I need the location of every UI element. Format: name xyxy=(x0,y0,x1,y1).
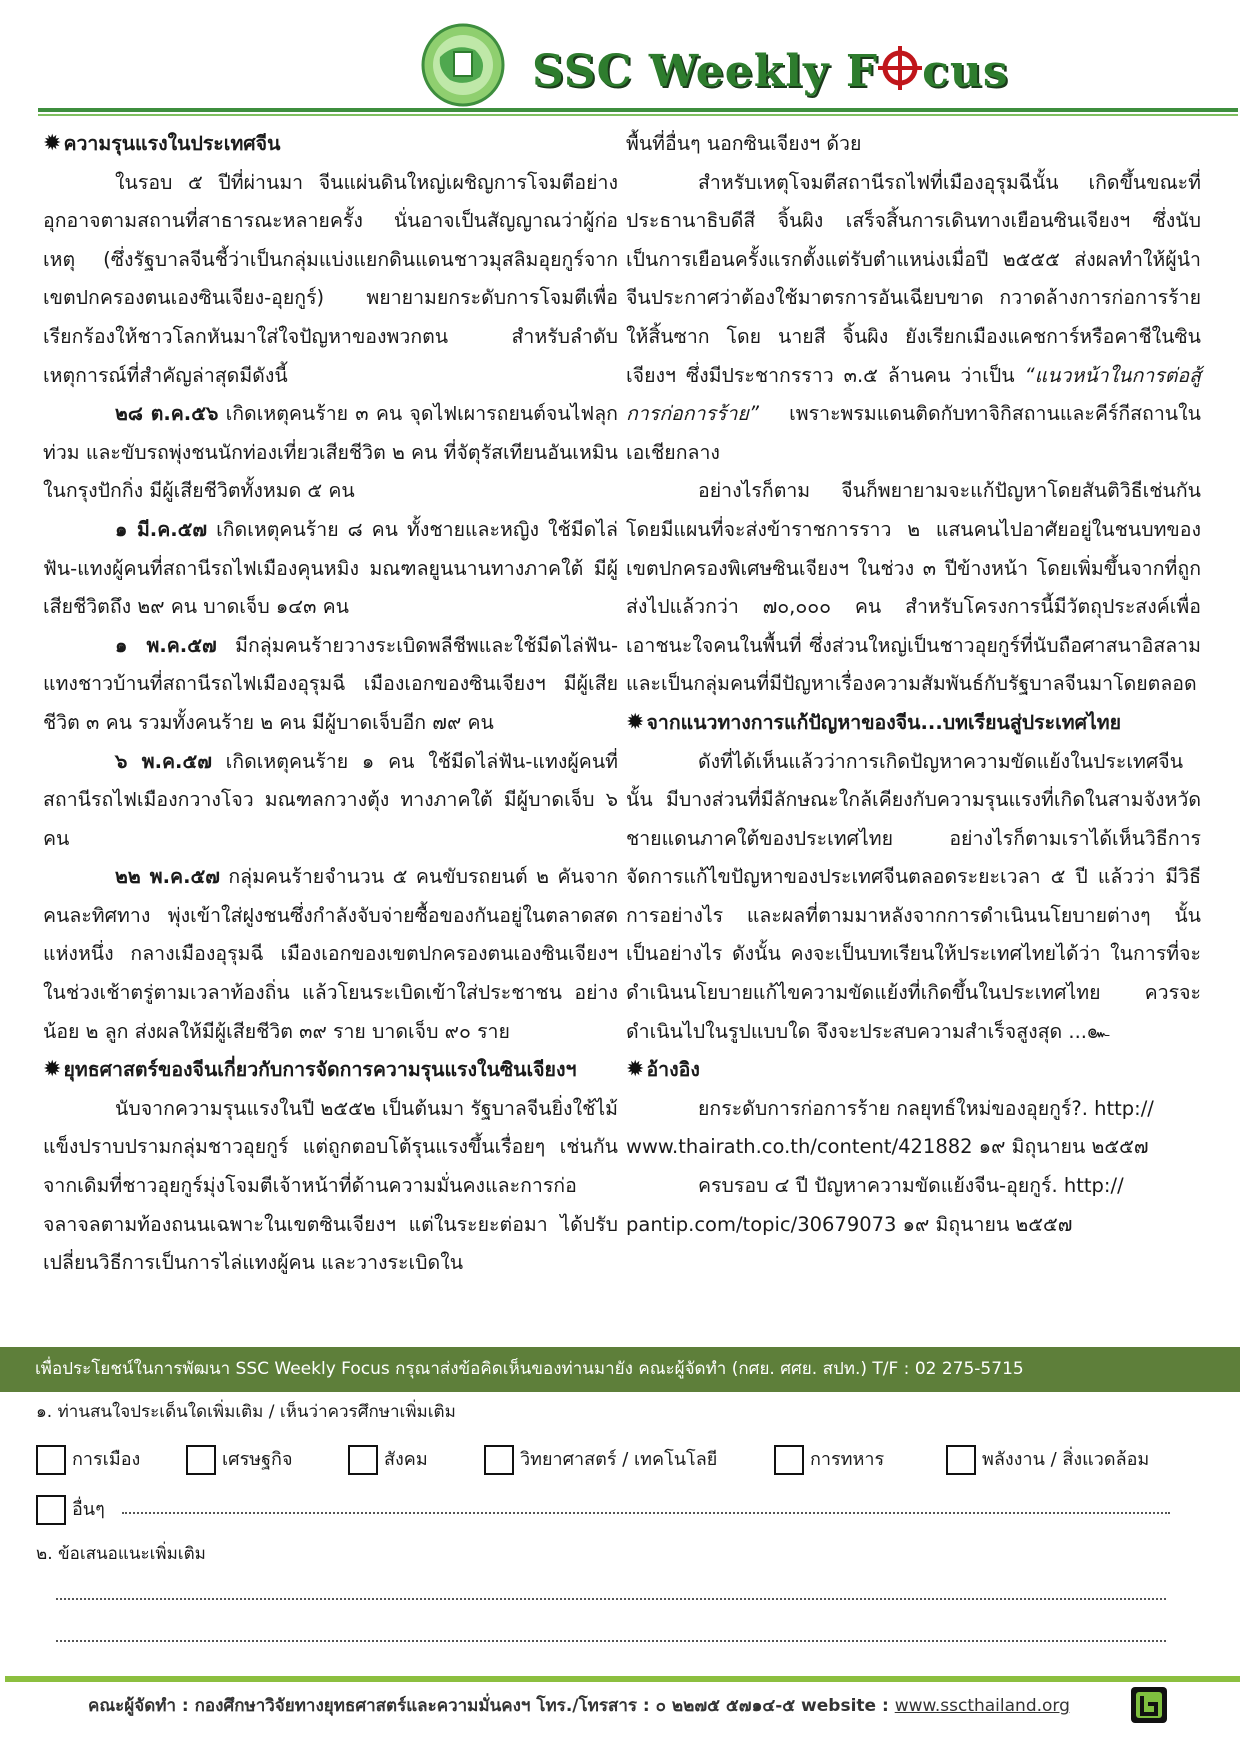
header-rule xyxy=(38,108,1238,112)
event-item: ๑ พ.ค.๕๗ มีกลุ่มคนร้ายวางระเบิดพลีชีพและใช้มีดไล่ฟัน-แทงชาวบ้านที่สถานีรถไฟเมืองอุรุมฉี เมืองเอกของซินเจียงฯ มีผู้เสียชีวิต ๓ คน รวมทั้งคนร้าย ๒ คน มีผู้บาดเจ็บอีก ๗๙ คน xyxy=(43,633,618,734)
event-item: ๖ พ.ค.๕๗ เกิดเหตุคนร้าย ๑ คน ใช้มีดไล่ฟัน-แทงผู้คนที่สถานีรถไฟเมืองกวางโจว มณฑลกวางตุ้ง ทางภาคใต้ มีผู้บาดเจ็บ ๖ คน xyxy=(43,749,619,850)
peace-paragraph: อย่างไรก็ตาม จีนก็พยายามจะแก้ปัญหาโดยสันติวิธีเช่นกัน โดยมีแผนที่จะส่งข้าราชการราว ๒ แสนคนไปอาศัยอยู่ในชนบทของเขตปกครองพิเศษซินเจียงฯ ในช่วง ๓ ปีข้างหน้า โดยเพิ่มขึ้นจากที่ถูกส่งไปแล้วกว่า ๗๐,๐๐๐ คน สำหรับโครงการนี้มีวัตถุประสงค์เพื่อเอาชนะใจคนในพื้นที่ ซึ่งส่วนใหญ่เป็นชาวอุยกูร์ที่นับถือศาสนาอิสลาม และเป็นกลุ่มคนที่มีปัญหาเรื่องความสัมพันธ์กับรัฐบาลจีนมาโดยตลอด xyxy=(626,479,1201,696)
right-column xyxy=(626,125,1201,1244)
question-2: ๒. ข้อเสนอแนะเพิ่มเติม xyxy=(36,1544,206,1564)
checkbox[interactable] xyxy=(348,1445,378,1475)
reference-1: ยกระดับการก่อการร้าย กลยุทธ์ใหม่ของอุยกูร์?. http:// xyxy=(698,1096,1154,1120)
option-economy[interactable]: เศรษฐกิจ xyxy=(186,1440,293,1480)
star-bullet-icon: ✹ xyxy=(43,131,62,156)
option-politics[interactable]: การเมือง xyxy=(36,1440,140,1480)
feedback-bar: เพื่อประโยชน์ในการพัฒนา SSC Weekly Focus กรุณาส่งข้อคิดเห็นของท่านมายัง คณะผู้จัดทำ (กศย. ศศย. สปท.) T/F : 02 275-5715 xyxy=(0,1347,1240,1392)
globe-logo-icon xyxy=(420,22,506,108)
event-item: ๒๒ พ.ค.๕๗ กลุ่มคนร้ายจำนวน ๕ คนขับรถยนต์ ๒ คันจากคนละทิศทาง พุ่งเข้าใส่ฝูงชนซึ่งกำลังจับจ่ายซื้อของกันอยู่ในตลาดสดแห่งหนึ่ง กลางเมืองอุรุมฉี เมืองเอกของเขตปกครองตนเองซินเจียงฯ ในช่วงเช้าตรู่ตามเวลาท้องถิ่น แล้วโยนระเบิดเข้าใส่ประชาชน อย่างน้อย ๒ ลูก ส่งผลให้มีผู้เสียชีวิต ๓๙ ราย บาดเจ็บ ๙๐ ราย xyxy=(43,865,618,1043)
option-science[interactable]: วิทยาศาสตร์ / เทคโนโลยี xyxy=(484,1440,717,1480)
checkbox[interactable] xyxy=(484,1445,514,1475)
option-other[interactable]: อื่นๆ xyxy=(36,1490,105,1530)
footer-credit: คณะผู้จัดทำ : กองศึกษาวิจัยทางยุทธศาสตร์และความมั่นคงฯ โทร./โทรสาร : ๐ ๒๒๗๕ ๕๗๑๔-๕ website : www.sscthailand.org xyxy=(88,1696,1070,1716)
option-military[interactable]: การทหาร xyxy=(774,1440,884,1480)
star-bullet-icon: ✹ xyxy=(626,1057,645,1083)
checkbox[interactable] xyxy=(36,1495,66,1525)
brand-title xyxy=(532,46,1009,102)
left-column xyxy=(43,125,618,1283)
intro-paragraph: ในรอบ ๕ ปีที่ผ่านมา จีนแผ่นดินใหญ่เผชิญการโจมตีอย่างอุกอาจตามสถานที่สาธารณะหลายครั้ง นั่นอาจเป็นสัญญาณว่าผู้ก่อเหตุ (ซึ่งรัฐบาลจีนชี้ว่าเป็นกลุ่มแบ่งแยกดินแดนชาวมุสลิมอุยกูร์จากเขตปกครองตนเองซินเจียง-อุยกูร์) พยายามยกระดับการโจมตีเพื่อเรียกร้องให้ชาวโลกหันมาใส่ใจปัญหาของพวกตน สำหรับลำดับเหตุการณ์ที่สำคัญล่าสุดมีดังนี้ xyxy=(43,170,618,387)
option-society[interactable]: สังคม xyxy=(348,1440,428,1480)
star-bullet-icon: ✹ xyxy=(43,1057,62,1083)
brand-text-a: SSC Weekly F xyxy=(532,46,879,97)
reference-2: ครบรอบ ๔ ปี ปัญหาความขัดแย้งจีน-อุยกูร์. http:// xyxy=(698,1174,1124,1198)
website-link[interactable]: www.sscthailand.org xyxy=(894,1696,1070,1716)
ssc-logo-icon xyxy=(1130,1686,1168,1724)
question-1: ๑. ท่านสนใจประเด็นใดเพิ่มเติม / เห็นว่าควรศึกษาเพิ่มเติม xyxy=(36,1402,456,1422)
urumqi-paragraph: สำหรับเหตุโจมตีสถานีรถไฟที่เมืองอุรุมฉีนั้น เกิดขึ้นขณะที่ประธานาธิบดีสี จิ้นผิง เสร็จสิ้นการเดินทางเยือนซินเจียงฯ ซึ่งนับเป็นการเยือนครั้งแรกตั้งแต่รับตำแหน่งเมื่อปี ๒๕๕๕ ส่งผลทำให้ผู้นำจีนประกาศว่าต้องใช้มาตรการอันเฉียบขาด กวาดล้างการก่อการร้ายให้สิ้นซาก โดย นายสี จิ้นผิง ยังเรียกเมืองแคชการ์หรือคาชีในซินเจียงฯ ซึ่งมีประชากรราว ๓.๕ ล้านคน ว่าเป็น “แนวหน้าในการต่อสู้การก่อการร้าย” เพราะพรมแดนติดกับทาจิกิสถานและคีร์กีสถานในเอเชียกลาง xyxy=(626,170,1201,464)
lessons-paragraph: ดังที่ได้เห็นแล้วว่าการเกิดปัญหาความขัดแย้งในประเทศจีนนั้น มีบางส่วนที่มีลักษณะใกล้เคียงกับความรุนแรงที่เกิดในสามจังหวัดชายแดนภาคใต้ของประเทศไทย อย่างไรก็ตามเราได้เห็นวิธีการจัดการแก้ไขปัญหาของประเทศจีนตลอดระยะเวลา ๕ ปี แล้วว่า มีวิธีการอย่างไร และผลที่ตามมาหลังจากการดำเนินนโยบายต่างๆ นั้น เป็นอย่างไร ดังนั้น คงจะเป็นบทเรียนให้ประเทศไทยได้ว่า ในการที่จะดำเนินนโยบายแก้ไขความขัดแย้งที่เกิดขึ้นในประเทศไทย ควรจะดำเนินไปในรูปแบบใด จึงจะประสบความสำเร็จสูงสุด ...๛ xyxy=(626,749,1201,1043)
reference-2-link[interactable]: pantip.com/topic/30679073 ๑๙ มิถุนายน ๒๕๕๗ xyxy=(626,1212,1073,1236)
brand-text-b: cus xyxy=(922,46,1009,97)
option-energy[interactable]: พลังงาน / สิ่งแวดล้อม xyxy=(946,1440,1149,1480)
checkbox[interactable] xyxy=(186,1445,216,1475)
suggestion-line-2[interactable] xyxy=(56,1640,1166,1642)
event-item: ๒๘ ต.ค.๕๖ เกิดเหตุคนร้าย ๓ คน จุดไฟเผารถยนต์จนไฟลุกท่วม และขับรถพุ่งชนนักท่องเที่ยวเสียชีวิต ๒ คน ที่จัตุรัสเทียนอันเหมินในกรุงปักกิ่ง มีผู้เสียชีวิตทั้งหมด ๕ คน xyxy=(43,402,618,503)
checkbox[interactable] xyxy=(36,1445,66,1475)
header-rule-thin xyxy=(38,114,1238,116)
reference-1-link[interactable]: www.thairath.co.th/content/421882 ๑๙ มิถุนายน ๒๕๕๗ xyxy=(626,1135,1149,1159)
other-answer-line[interactable] xyxy=(122,1512,1170,1514)
suggestion-line-1[interactable] xyxy=(56,1598,1166,1600)
section-heading-references: ✹ อ้างอิง xyxy=(626,1057,700,1083)
checkbox[interactable] xyxy=(946,1445,976,1475)
event-item: ๑ มี.ค.๕๗ เกิดเหตุคนร้าย ๘ คน ทั้งชายและหญิง ใช้มีดไล่ฟัน-แทงผู้คนที่สถานีรถไฟเมืองคุนหมิง มณฑลยูนนานทางภาคใต้ มีผู้เสียชีวิตถึง ๒๙ คน บาดเจ็บ ๑๔๓ คน xyxy=(43,517,618,619)
section-heading-violence: ✹ ความรุนแรงในประเทศจีน xyxy=(43,131,281,156)
crosshair-icon xyxy=(878,46,922,90)
continued-paragraph: พื้นที่อื่นๆ นอกซินเจียงฯ ด้วย xyxy=(626,132,862,155)
strategy-paragraph: นับจากความรุนแรงในปี ๒๕๕๒ เป็นต้นมา รัฐบาลจีนยิ่งใช้ไม้แข็งปราบปรามกลุ่มชาวอุยกูร์ แต่ถูกตอบโต้รุนแรงขึ้นเรื่อยๆ เช่นกัน จากเดิมที่ชาวอุยกูร์มุ่งโจมตีเจ้าหน้าที่ด้านความมั่นคงและการก่อจลาจลตามท้องถนนเฉพาะในเขตซินเจียงฯ แต่ในระยะต่อมา ได้ปรับเปลี่ยนวิธีการเป็นการไล่แทงผู้คน และวางระเบิดใน xyxy=(43,1096,618,1275)
checkbox[interactable] xyxy=(774,1445,804,1475)
star-bullet-icon: ✹ xyxy=(626,709,645,735)
section-heading-lessons: ✹ จากแนวทางการแก้ปัญหาของจีน...บทเรียนสู่ประเทศไทย xyxy=(626,709,1122,735)
section-heading-strategy: ✹ ยุทธศาสตร์ของจีนเกี่ยวกับการจัดการความรุนแรงในซินเจียงฯ xyxy=(43,1057,577,1083)
footer-rule xyxy=(5,1676,1240,1682)
